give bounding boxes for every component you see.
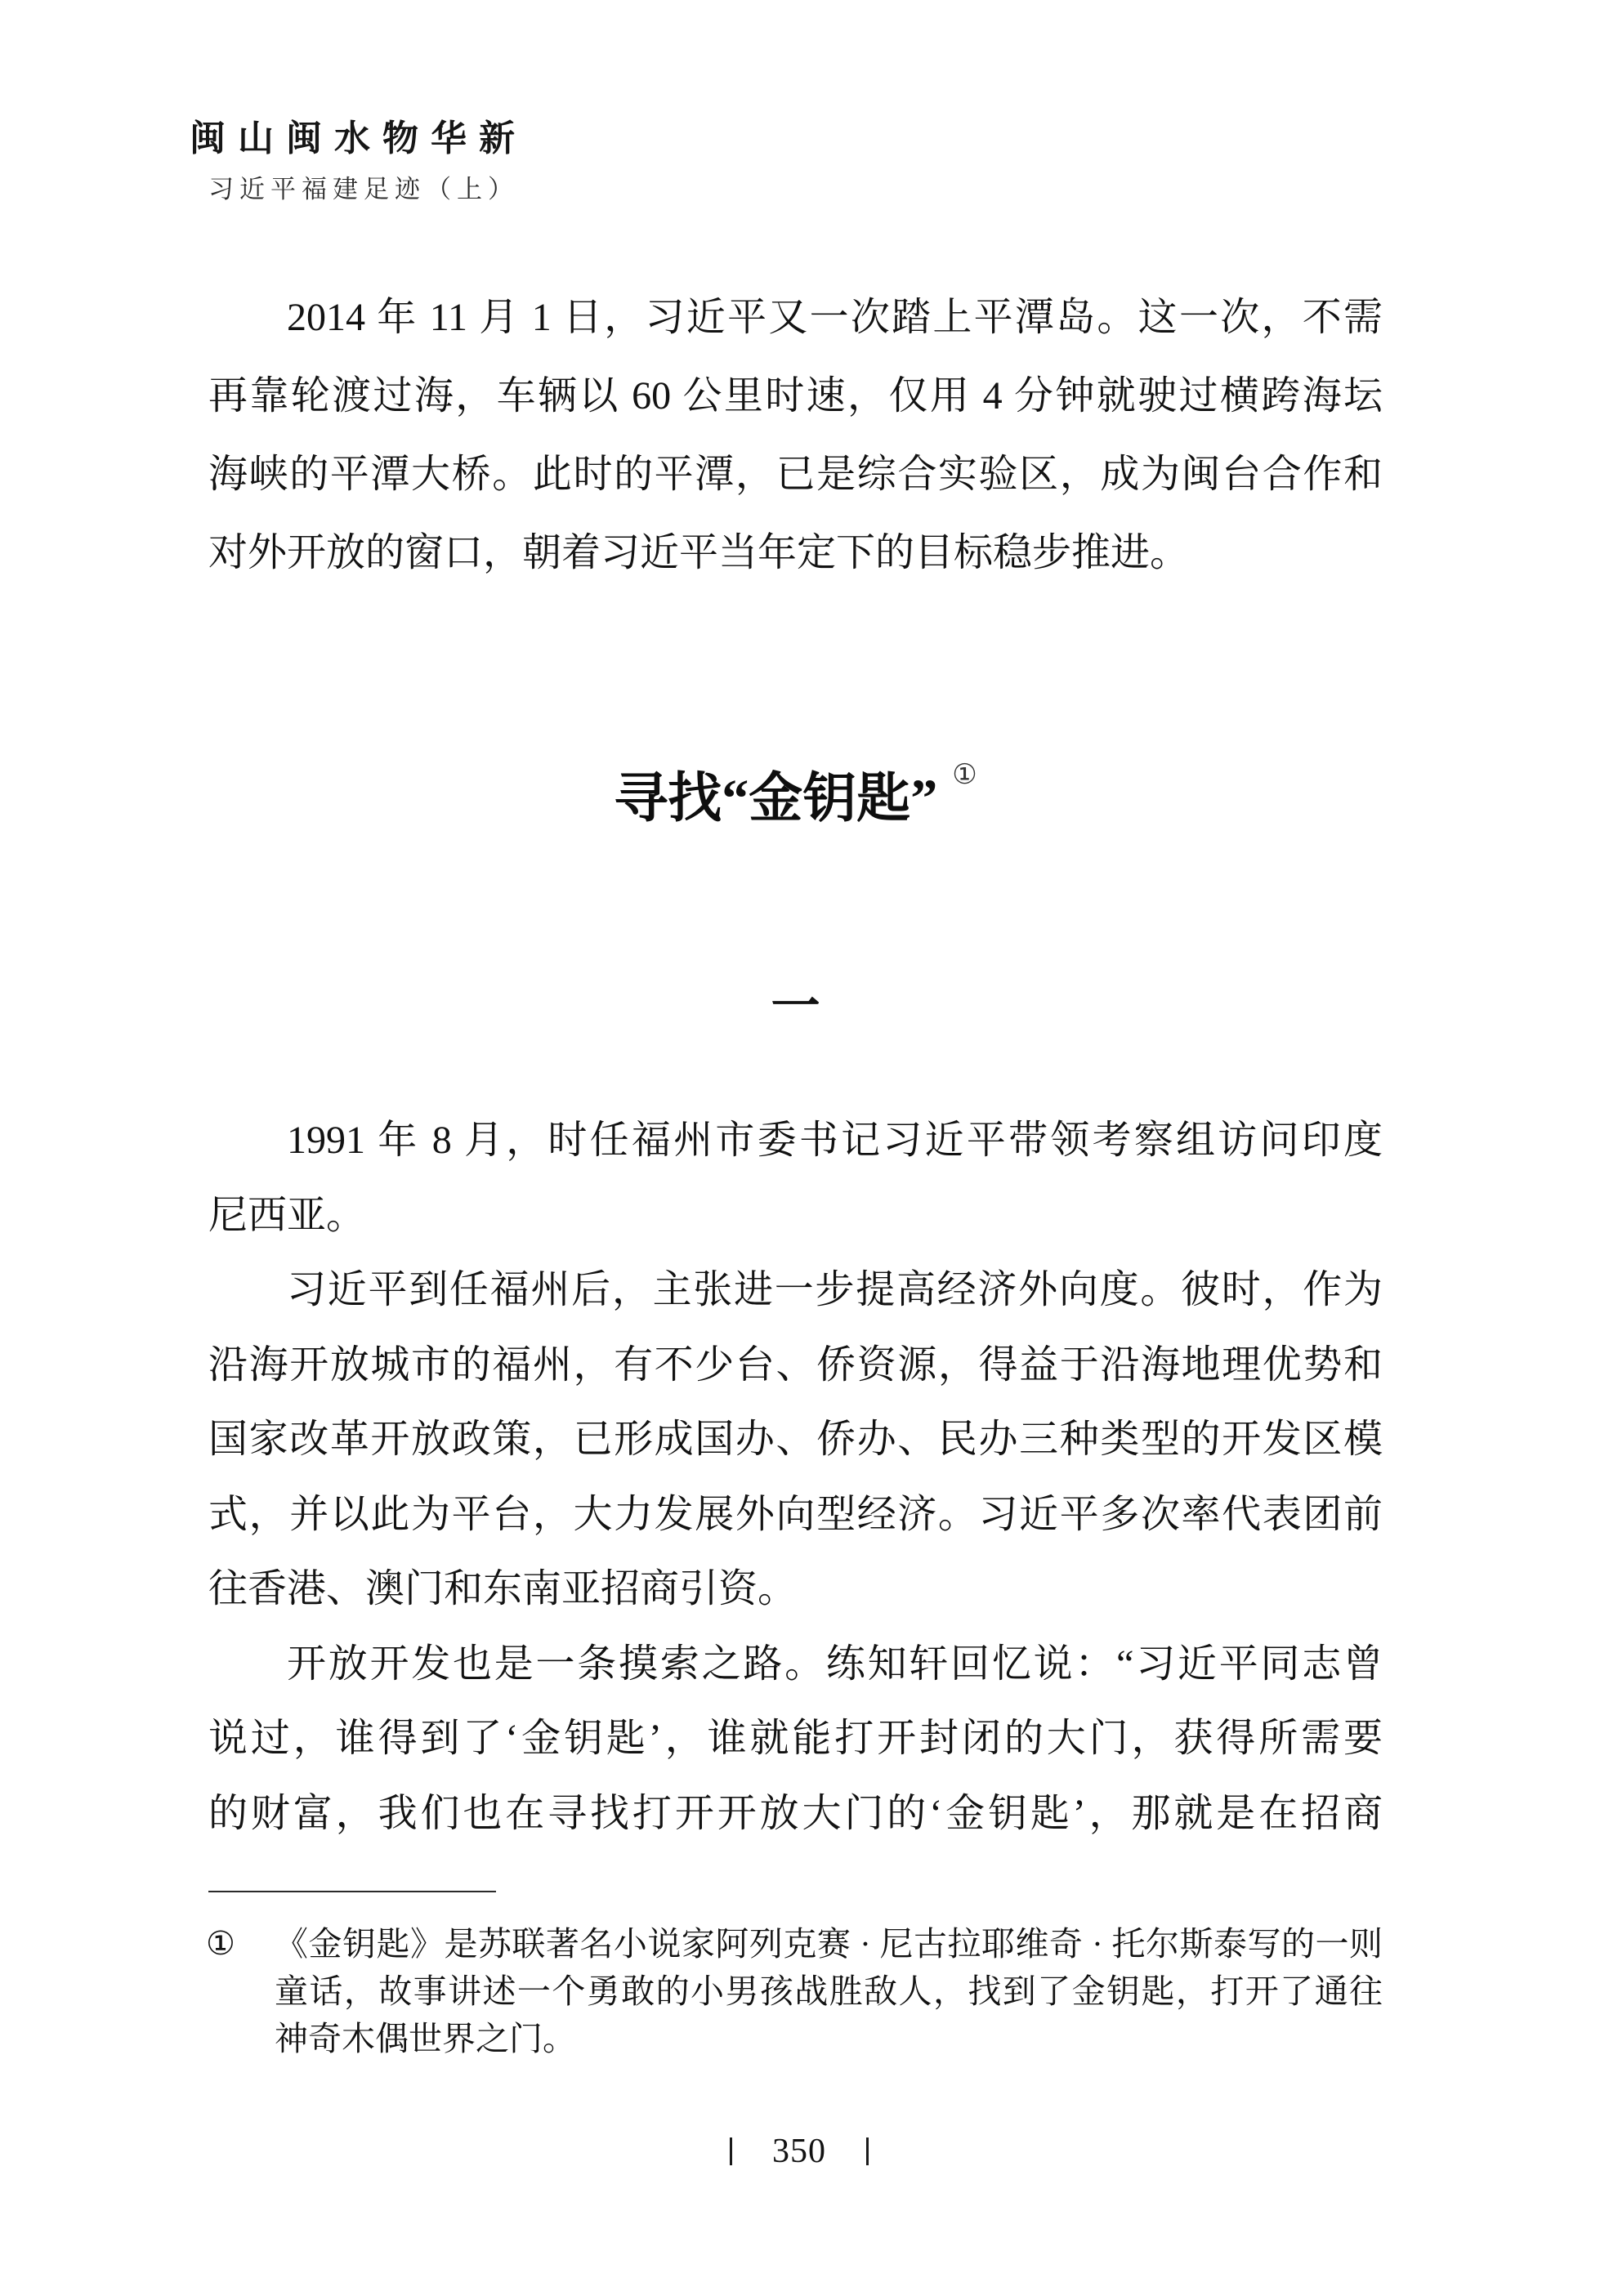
paragraph [208,1627,1383,1852]
footnote-marker: ① [206,1925,235,1962]
footnote-line: 童话，故事讲述一个勇敢的小男孩战胜敌人，找到了金钥匙，打开了通往 [275,1972,1383,2010]
text-line: 再靠轮渡过海，车辆以 60 公里时速，仅用 4 分钟就驶过横跨海坛 [208,374,1383,418]
text-line: 1991 年 8 月，时任福州市委书记习近平带领考察组访问印度 [287,1119,1383,1162]
text-line: 沿海开放城市的福州，有不少台、侨资源，得益于沿海地理优势和 [208,1342,1383,1387]
folio-left-bar [730,2137,732,2165]
folio-right-bar [866,2137,869,2165]
page-number: 350 [772,2133,826,2170]
footnote-line: 神奇木偶世界之门。 [275,2020,576,2057]
text-line: 式，并以此为平台，大力发展外向型经济。习近平多次率代表团前 [208,1492,1383,1536]
text-line: 国家改革开放政策，已形成国办、侨办、民办三种类型的开发区模 [208,1418,1383,1461]
paragraph [208,1103,1383,1253]
text-line: 说过，谁得到了‘金钥匙’，谁就能打开封闭的大门，获得所需要 [208,1717,1383,1760]
footnote-divider [208,1891,496,1892]
body-text [208,1103,1383,1851]
text-line: 的财富，我们也在寻找打开开放大门的‘金钥匙’，那就是在招商 [208,1791,1383,1835]
page-number-block [730,2132,869,2171]
footnote-reference: ① [952,760,977,790]
running-header-book-title: 习近平福建足迹（上） [208,175,519,203]
text-line: 往香港、澳门和东南亚招商引资。 [208,1567,798,1610]
text-line: 对外开放的窗口，朝着习近平当年定下的目标稳步推进。 [208,531,1190,574]
footnote-text [275,1920,1383,2062]
paragraph [208,279,1383,592]
paragraph [208,1253,1383,1627]
text-line: 习近平到任福州后，主张进一步提高经济外向度。彼时，作为 [287,1268,1383,1311]
text-line: 海峡的平潭大桥。此时的平潭，已是综合实验区，成为闽台合作和 [208,453,1383,496]
section-title: 寻找“金钥匙” [614,769,938,829]
section-heading [208,758,1383,840]
footnote-line: 《金钥匙》是苏联著名小说家阿列克赛 · 尼古拉耶维奇 · 托尔斯泰写的一则 [275,1925,1383,1963]
text-line: 2014 年 11 月 1 日，习近平又一次踏上平潭岛。这一次，不需 [287,296,1383,339]
text-line: 尼西亚。 [208,1193,366,1237]
running-header-series-title: 闽山闽水物华新 [190,118,527,159]
part-number: 一 [771,980,820,1034]
text-line: 开放开发也是一条摸索之路。练知轩回忆说：“习近平同志曾 [287,1642,1383,1686]
